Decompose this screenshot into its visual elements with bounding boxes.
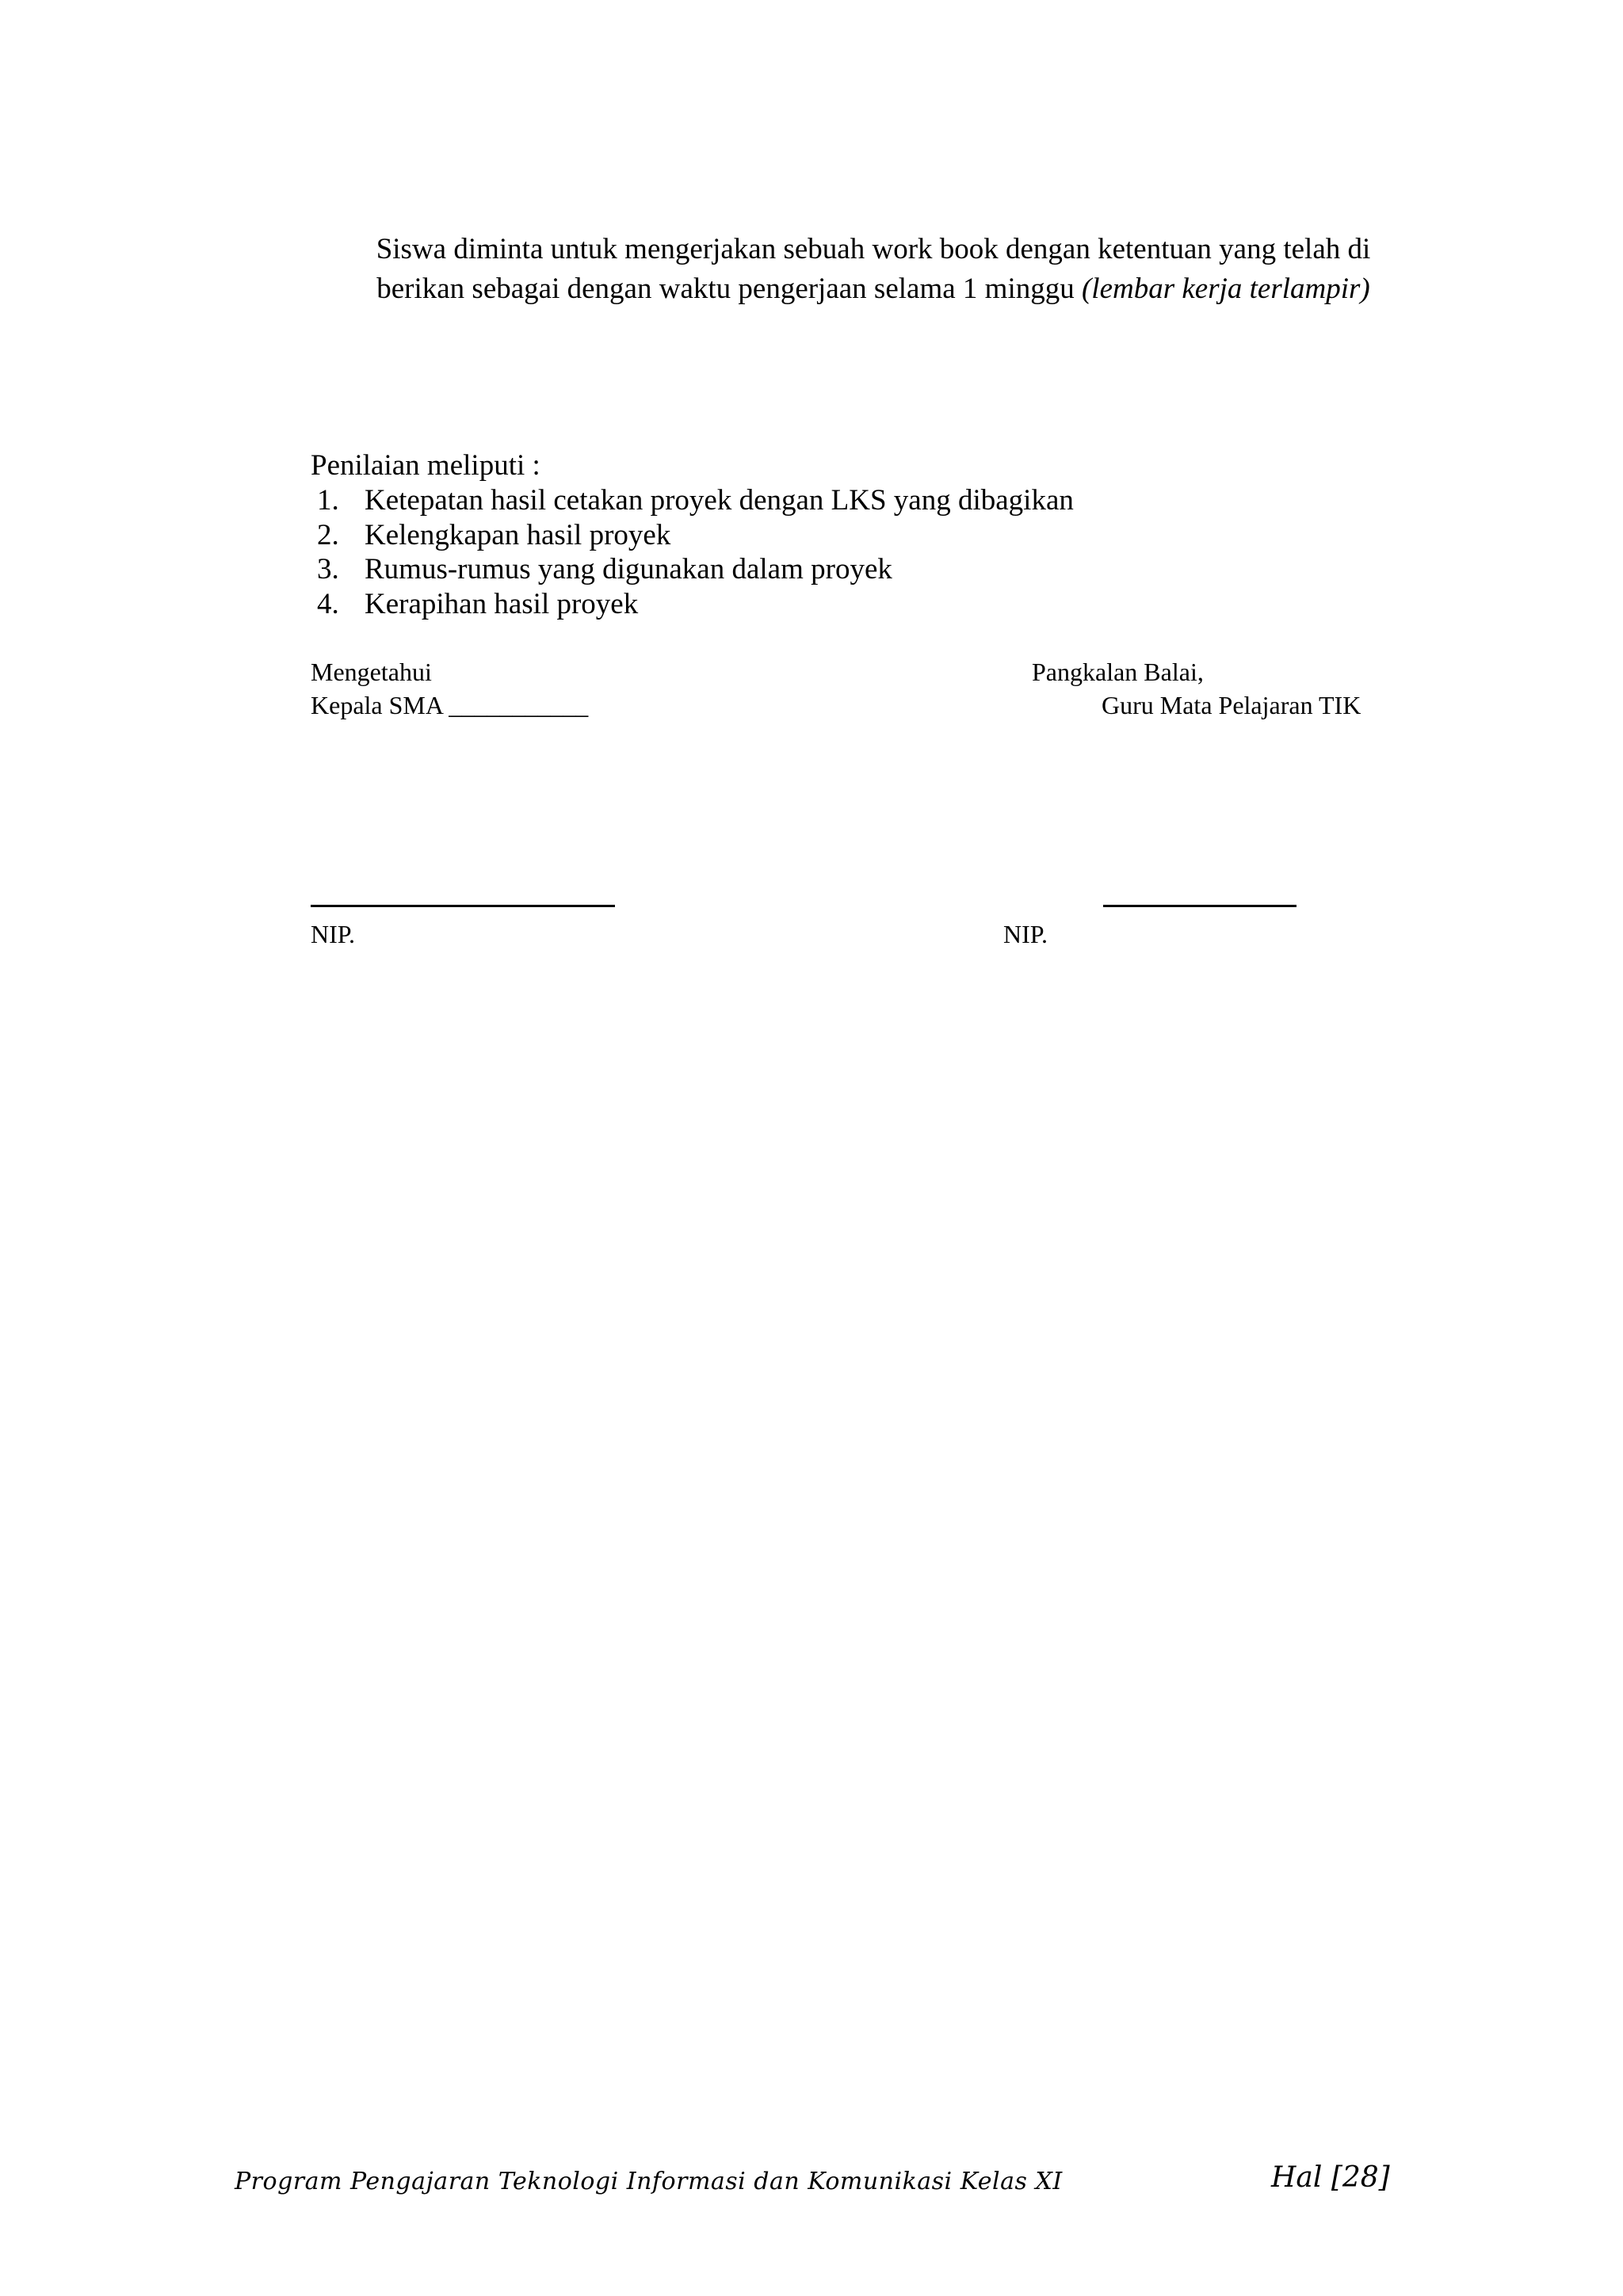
- list-item: [311, 552, 1074, 587]
- list-item-text: Kerapihan hasil proyek: [365, 587, 639, 620]
- criteria-title: Penilaian meliputi :: [311, 449, 540, 482]
- list-item: [311, 483, 1074, 518]
- list-item-number: 2.: [317, 518, 339, 551]
- criteria-list: [311, 483, 1074, 621]
- intro-line-1: Siswa diminta untuk mengerjakan sebuah work book dengan ketentuan yang telah di: [376, 233, 1371, 265]
- right-nip-label: NIP.: [1003, 920, 1048, 948]
- left-signature-line2: Kepala SMA ___________: [311, 691, 589, 719]
- left-nip-label: NIP.: [311, 920, 356, 948]
- intro-line-2-main: berikan sebagai dengan waktu pengerjaan selama 1 minggu: [376, 273, 1082, 305]
- right-signature-line2: Guru Mata Pelajaran TIK: [1102, 691, 1361, 719]
- intro-line-2: [311, 269, 1436, 309]
- list-item-number: 1.: [317, 484, 339, 517]
- footer-program-title: Program Pengajaran Teknologi Informasi dan Komunikasi Kelas XI: [235, 2168, 1063, 2195]
- left-signature-line1: Mengetahui: [311, 658, 432, 686]
- list-item: [311, 587, 1074, 622]
- list-item-number: 3.: [317, 553, 339, 585]
- list-item: [311, 518, 1074, 553]
- right-signature-line1: Pangkalan Balai,: [1032, 658, 1204, 686]
- right-signature-rule: [1103, 905, 1296, 907]
- footer-page-number: Hal [28]: [1271, 2161, 1390, 2194]
- list-item-number: 4.: [317, 587, 339, 620]
- list-item-text: Kelengkapan hasil proyek: [365, 518, 671, 551]
- list-item-text: Rumus-rumus yang digunakan dalam proyek: [365, 553, 892, 585]
- intro-paragraph: [311, 230, 1436, 309]
- list-item-text: Ketepatan hasil cetakan proyek dengan LKS yang dibagikan: [365, 484, 1074, 517]
- left-signature-rule: [311, 905, 615, 907]
- intro-line-2-italic: (lembar kerja terlampir): [1081, 273, 1370, 305]
